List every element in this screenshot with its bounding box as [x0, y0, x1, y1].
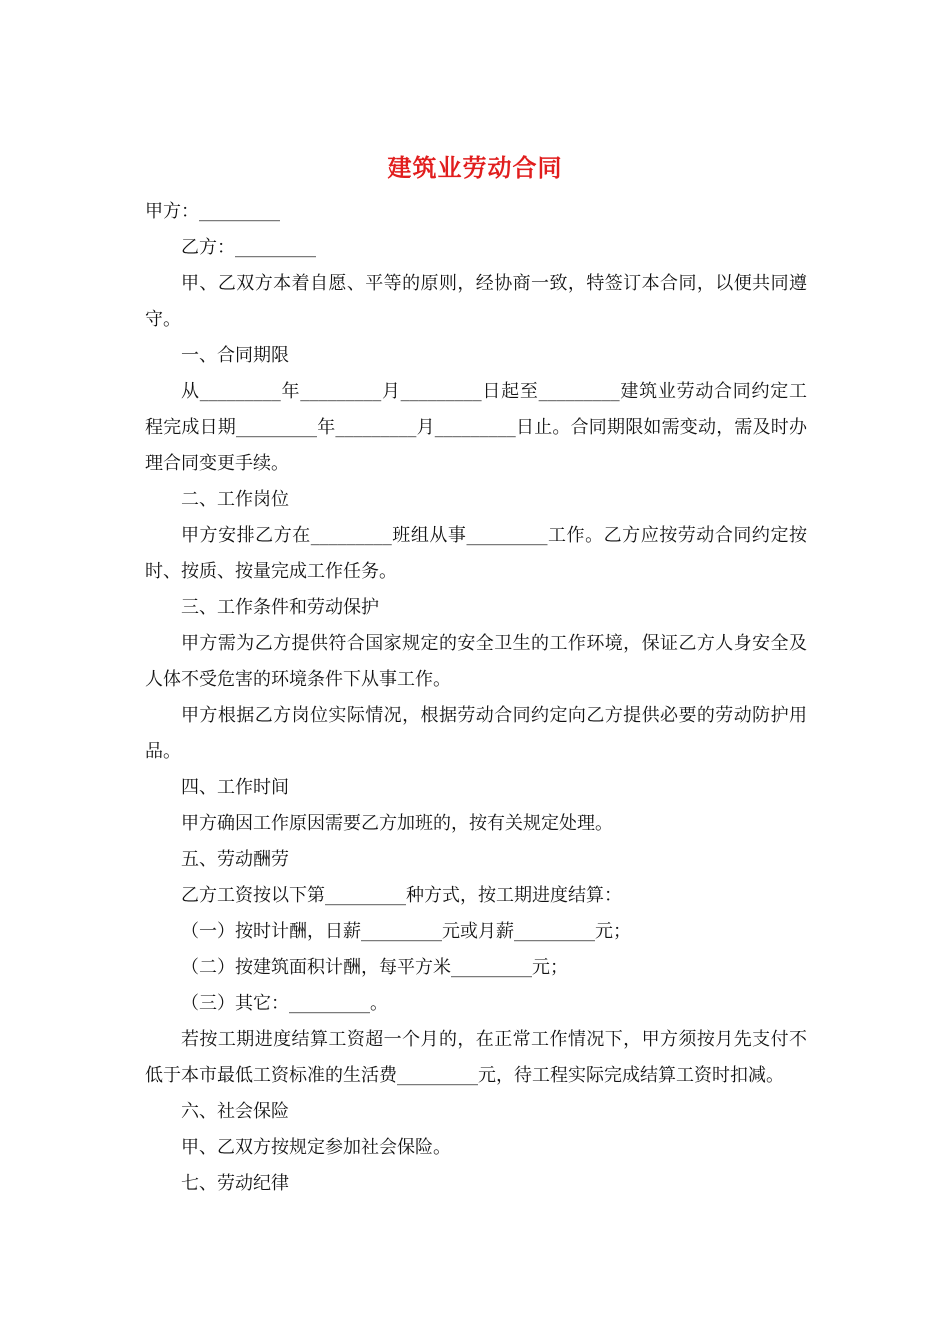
contract-term-paragraph: 从_________年_________月_________日起至_________建筑业劳动合同约定工程完成日期_________年_________月_________日止。合同期限如需变动，需及时办理合同变更手续。	[145, 381, 807, 474]
pay-method-paragraph: 乙方工资按以下第_________种方式，按工期进度结算：	[181, 885, 622, 906]
protective-equipment-paragraph: 甲方根据乙方岗位实际情况，根据劳动合同约定向乙方提供必要的劳动防护用品。	[145, 705, 807, 762]
document-body	[145, 194, 807, 1202]
section-heading-position: 二、工作岗位	[181, 489, 289, 510]
document-title: 建筑业劳动合同	[387, 153, 563, 182]
working-conditions-paragraph: 甲方需为乙方提供符合国家规定的安全卫生的工作环境，保证乙方人身安全及人体不受危害的环境条件下从事工作。	[145, 633, 807, 690]
section-heading-conditions: 三、工作条件和劳动保护	[181, 597, 379, 618]
party-a-line: 甲方：_________	[145, 201, 280, 222]
job-position-paragraph: 甲方安排乙方在_________班组从事_________工作。乙方应按劳动合同约定按时、按质、按量完成工作任务。	[145, 525, 807, 582]
pay-option-2: （二）按建筑面积计酬，每平方米_________元；	[181, 957, 568, 978]
pay-option-3: （三）其它：_________。	[181, 993, 388, 1014]
section-heading-insurance: 六、社会保险	[181, 1101, 289, 1122]
living-allowance-paragraph: 若按工期进度结算工资超一个月的，在正常工作情况下，甲方须按月先支付不低于本市最低工资标准的生活费_________元，待工程实际完成结算工资时扣减。	[145, 1029, 807, 1086]
section-heading-hours: 四、工作时间	[181, 777, 289, 798]
overtime-paragraph: 甲方确因工作原因需要乙方加班的，按有关规定处理。	[181, 813, 613, 834]
insurance-paragraph: 甲、乙双方按规定参加社会保险。	[181, 1137, 451, 1158]
section-heading-term: 一、合同期限	[181, 345, 289, 366]
section-heading-discipline: 七、劳动纪律	[181, 1173, 289, 1194]
section-heading-pay: 五、劳动酬劳	[181, 849, 289, 870]
party-b-line: 乙方：_________	[181, 237, 316, 258]
preamble-paragraph: 甲、乙双方本着自愿、平等的原则，经协商一致，特签订本合同，以便共同遵守。	[145, 273, 807, 330]
pay-option-1: （一）按时计酬，日薪_________元或月薪_________元；	[181, 921, 631, 942]
